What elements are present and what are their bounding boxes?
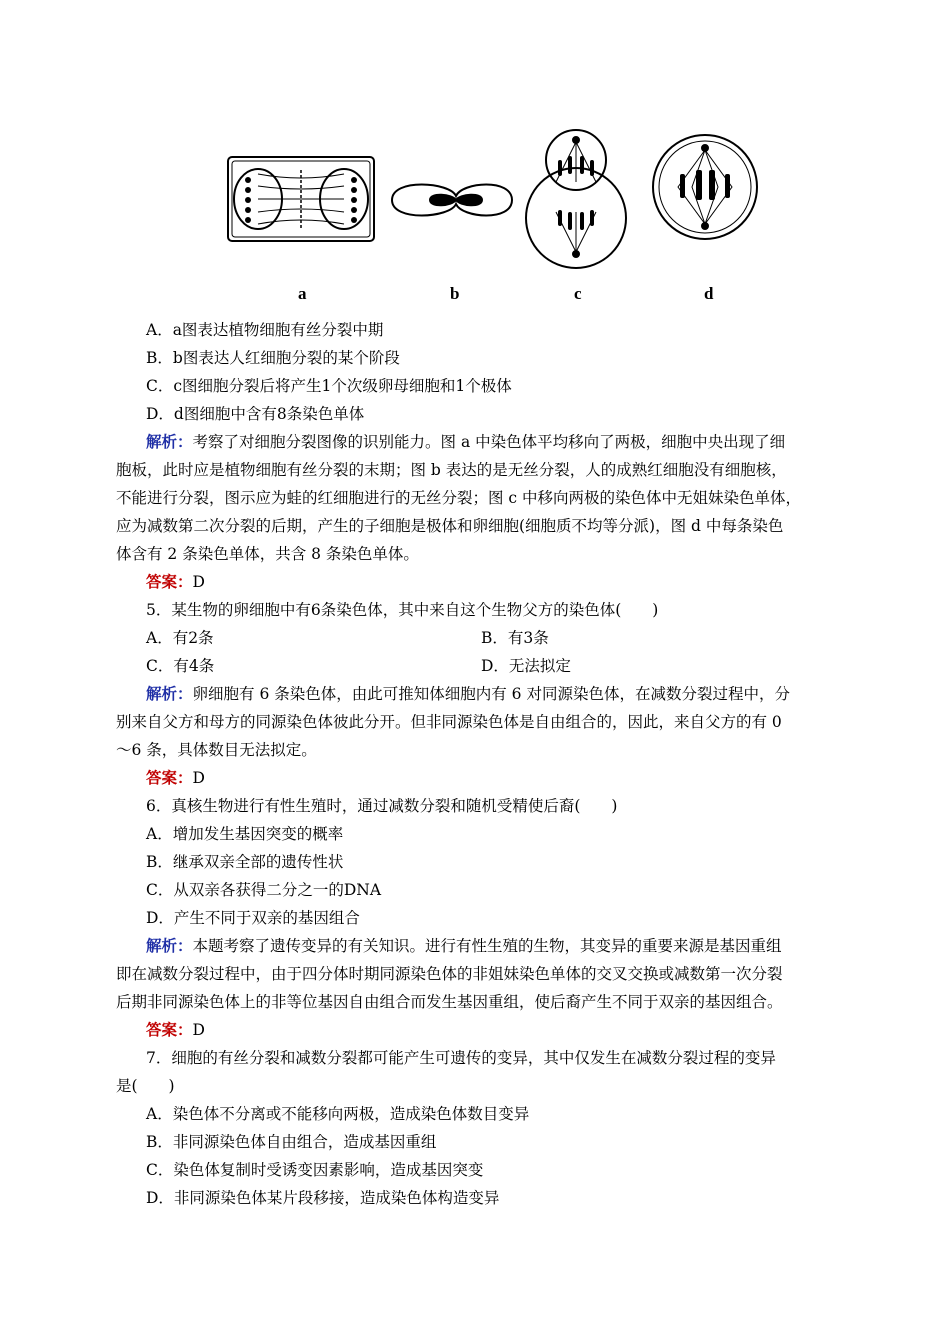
answer-label: 答案： bbox=[146, 768, 193, 787]
q7-stem-line-1: 7．细胞的有丝分裂和减数分裂都可能产生可遗传的变异，其中仅发生在减数分裂过程的变异 bbox=[146, 1049, 776, 1067]
q6-option-a: A．增加发生基因突变的概率 bbox=[146, 825, 344, 843]
q5-analysis-line-2: 别来自父方和母方的同源染色体彼此分开。但非同源染色体是自由组合的，因此，来自父方的有 0 bbox=[116, 713, 782, 731]
q6-option-c: C．从双亲各获得二分之一的DNA bbox=[146, 881, 382, 899]
analysis-label: 解析： bbox=[146, 684, 193, 703]
q5-option-b: B．有3条 bbox=[481, 629, 549, 647]
q5-answer bbox=[146, 768, 205, 788]
q6-analysis-line-1 bbox=[146, 936, 782, 956]
q6-stem: 6．真核生物进行有性生殖时，通过减数分裂和随机受精使后裔( ) bbox=[146, 797, 618, 815]
q4-answer bbox=[146, 572, 205, 592]
q4-analysis-line-4: 应为减数第二次分裂的后期，产生的子细胞是极体和卵细胞(细胞质不均等分派)，图 d 中每条染色 bbox=[116, 517, 784, 535]
q5-stem: 5．某生物的卵细胞中有6条染色体，其中来自这个生物父方的染色体( ) bbox=[146, 601, 659, 619]
analysis-label: 解析： bbox=[146, 936, 193, 955]
q5-option-a: A．有2条 bbox=[146, 629, 214, 647]
answer-label: 答案： bbox=[146, 572, 193, 591]
q5-option-d: D．无法拟定 bbox=[481, 657, 571, 675]
figure-label-c: c bbox=[574, 284, 582, 303]
q4-analysis-line-2: 胞板，此时应是植物细胞有丝分裂的末期；图 b 表达的是无丝分裂，人的成熟红细胞没有细胞核， bbox=[116, 461, 787, 479]
answer-value: D bbox=[192, 1021, 205, 1039]
answer-value: D bbox=[192, 573, 205, 591]
q6-option-d: D．产生不同于双亲的基因组合 bbox=[146, 909, 360, 927]
analysis-text: 本题考察了遗传变异的有关知识。进行有性生殖的生物，其变异的重要来源是基因重组 bbox=[192, 937, 782, 955]
q7-option-a: A．染色体不分离或不能移向两极，造成染色体数目变异 bbox=[146, 1105, 530, 1123]
figure-c-oocyte-cell bbox=[526, 130, 626, 268]
figure-b-amitosis-cell bbox=[392, 185, 512, 216]
q5-analysis-line-1 bbox=[146, 684, 790, 704]
q4-analysis-line-1 bbox=[146, 432, 785, 452]
figure-d-cell bbox=[653, 135, 757, 239]
q6-analysis-line-3: 后期非同源染色体上的非等位基因自由组合而发生基因重组，使后裔产生不同于双亲的基因组合。 bbox=[116, 993, 783, 1011]
q4-option-d: D．d图细胞中含有8条染色单体 bbox=[146, 405, 365, 423]
analysis-text: 考察了对细胞分裂图像的识别能力。图 a 中染色体平均移向了两极，细胞中央出现了细 bbox=[192, 433, 786, 451]
q5-option-c: C．有4条 bbox=[146, 657, 215, 675]
q4-option-c: C．c图细胞分裂后将产生1个次级卵母细胞和1个极体 bbox=[146, 377, 512, 395]
figure-a-plant-cell bbox=[228, 157, 374, 241]
figure-label-a: a bbox=[298, 284, 307, 303]
q7-option-d: D．非同源染色体某片段移接，造成染色体构造变异 bbox=[146, 1189, 500, 1207]
answer-label: 答案： bbox=[146, 1020, 193, 1039]
q4-analysis-line-3: 不能进行分裂，图示应为蛙的红细胞进行的无丝分裂；图 c 中移向两极的染色体中无姐妹染色单体， bbox=[116, 489, 802, 507]
q7-option-b: B．非同源染色体自由组合，造成基因重组 bbox=[146, 1133, 437, 1151]
q5-analysis-line-3: ～6 条，具体数目无法拟定。 bbox=[116, 741, 317, 759]
figure-label-b: b bbox=[450, 284, 460, 303]
q6-answer bbox=[146, 1020, 205, 1040]
q7-stem-line-2: 是( ) bbox=[116, 1077, 175, 1095]
answer-value: D bbox=[192, 769, 205, 787]
q4-option-a: A．a图表达植物细胞有丝分裂中期 bbox=[146, 321, 384, 339]
q6-analysis-line-2: 即在减数分裂过程中，由于四分体时期同源染色体的非姐妹染色单体的交叉交换或减数第一次分裂 bbox=[116, 965, 783, 983]
q6-option-b: B．继承双亲全部的遗传性状 bbox=[146, 853, 344, 871]
q4-option-b: B．b图表达人红细胞分裂的某个阶段 bbox=[146, 349, 400, 367]
q4-analysis-line-5: 体含有 2 条染色单体，共含 8 条染色单体。 bbox=[116, 545, 419, 563]
figure-label-d: d bbox=[704, 284, 714, 303]
analysis-label: 解析： bbox=[146, 432, 193, 451]
analysis-text: 卵细胞有 6 条染色体，由此可推知体细胞内有 6 对同源染色体，在减数分裂过程中，分 bbox=[192, 685, 790, 703]
q7-option-c: C．染色体复制时受诱变因素影响，造成基因突变 bbox=[146, 1161, 484, 1179]
